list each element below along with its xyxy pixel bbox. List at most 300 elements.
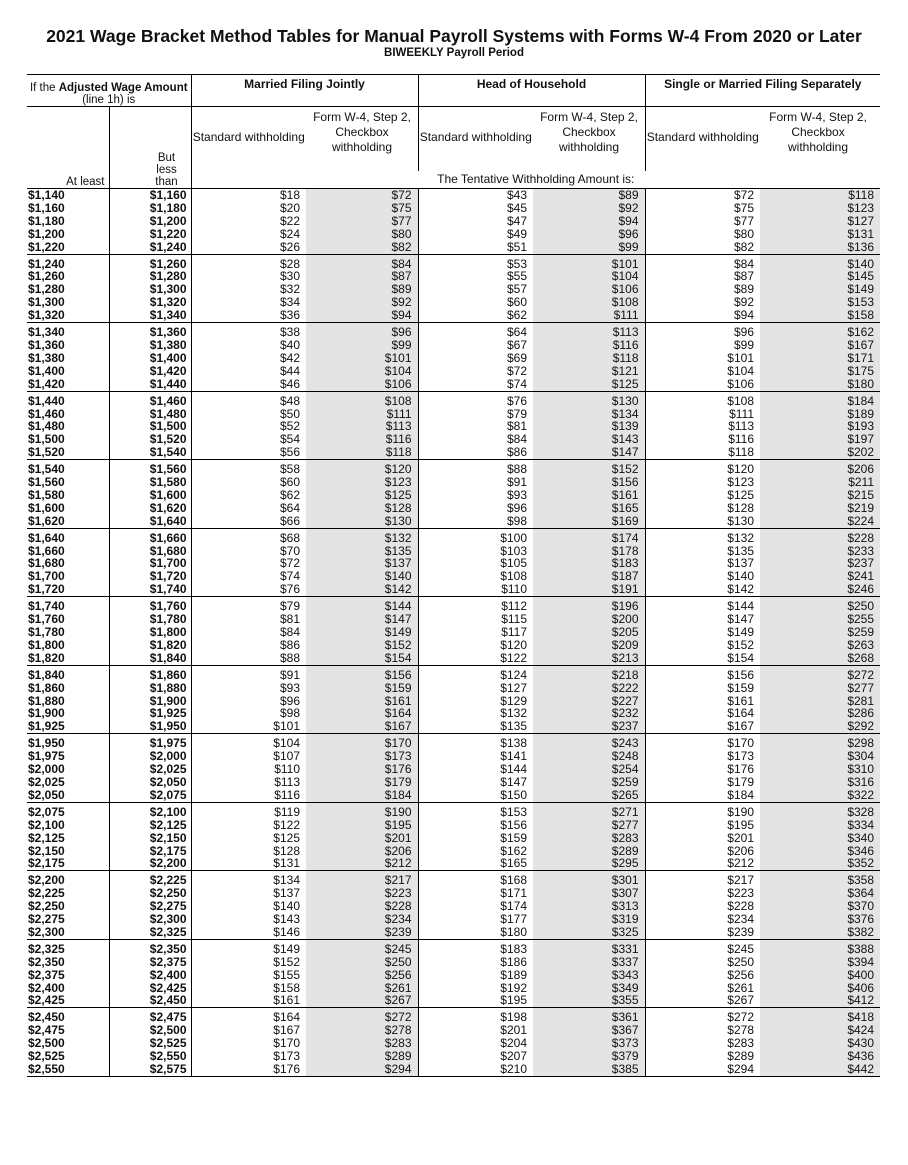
mfj-step2-cell: $128: [306, 502, 418, 515]
at-least-cell: $1,240: [28, 256, 65, 271]
but-less-cell: $1,720: [109, 570, 191, 583]
but-less-cell: $2,300: [109, 913, 191, 926]
mfj-standard-cell: $74: [191, 570, 306, 583]
but-less-cell: $1,700: [109, 557, 191, 570]
mfj-standard-cell: $170: [191, 1037, 306, 1050]
hoh-step2-cell: $104: [533, 270, 645, 283]
mfj-step2-cell: $130: [306, 515, 418, 528]
hoh-step2-cell: $254: [533, 763, 645, 776]
single-step2-cell: $175: [760, 365, 880, 378]
but-less-cell: $2,175: [109, 845, 191, 858]
hoh-step2-cell: $196: [533, 597, 645, 613]
at-least-cell: $2,150: [28, 843, 65, 858]
but-less-cell: $2,500: [109, 1024, 191, 1037]
at-least-cell: $2,325: [28, 941, 65, 956]
hoh-step2-cell: $307: [533, 887, 645, 900]
mfj-step2-cell: $89: [306, 283, 418, 296]
but-less-cell: $1,580: [109, 476, 191, 489]
hoh-standard-cell: $132: [418, 707, 533, 720]
single-standard-cell: $72: [645, 189, 760, 202]
at-least-cell: $1,320: [27, 309, 109, 322]
hoh-step2-cell: $187: [533, 570, 645, 583]
at-least-cell: $1,440: [28, 393, 65, 408]
single-step2-cell: $228: [760, 528, 880, 544]
mfj-standard-cell: $52: [191, 420, 306, 433]
single-standard-cell: $87: [645, 270, 760, 283]
single-step2-cell: $310: [760, 763, 880, 776]
mfj-standard-cell: $40: [191, 339, 306, 352]
mfj-step2-header: [306, 107, 418, 172]
table-row: [27, 528, 880, 544]
at-least-cell: $1,420: [27, 378, 109, 391]
single-standard-cell: $113: [645, 420, 760, 433]
but-less-cell: $2,325: [109, 926, 191, 939]
table-row: [27, 994, 880, 1007]
single-standard-cell: $92: [645, 296, 760, 309]
table-row: [27, 969, 880, 982]
single-standard-cell: $149: [645, 626, 760, 639]
but-less-cell: $1,360: [109, 323, 191, 339]
hoh-step2-cell: $349: [533, 982, 645, 995]
at-least-cell: $2,500: [28, 1036, 65, 1051]
hoh-standard-cell: $110: [418, 583, 533, 596]
table-row: [27, 682, 880, 695]
at-least-cell: $1,360: [28, 337, 65, 352]
hoh-step2-cell: $243: [533, 734, 645, 750]
single-standard-cell: $125: [645, 489, 760, 502]
hoh-step2-cell: $313: [533, 900, 645, 913]
mfj-standard-cell: $38: [191, 323, 306, 339]
hoh-step2-cell: $108: [533, 296, 645, 309]
single-standard-cell: $130: [645, 515, 760, 528]
hoh-step2-cell: $111: [533, 309, 645, 322]
wage-header-suffix: (line 1h) is: [82, 94, 136, 106]
table-row: [27, 339, 880, 352]
group-header-head-of-household: Head of Household: [418, 75, 645, 107]
at-least-cell: $2,400: [28, 980, 65, 995]
table-row: [27, 871, 880, 887]
single-standard-cell: $84: [645, 254, 760, 270]
single-standard-cell: $167: [645, 720, 760, 733]
hoh-standard-cell: $207: [418, 1050, 533, 1063]
mfj-standard-cell: $70: [191, 545, 306, 558]
mfj-standard-cell: $62: [191, 489, 306, 502]
mfj-step2-cell: $72: [306, 189, 418, 202]
at-least-cell: $1,780: [28, 625, 65, 639]
single-step2-cell: $418: [760, 1008, 880, 1024]
single-step2-cell: $158: [760, 309, 880, 322]
single-step2-cell: $340: [760, 832, 880, 845]
table-row: [27, 228, 880, 241]
single-standard-cell: $152: [645, 639, 760, 652]
table-row: [27, 913, 880, 926]
at-least-cell: $2,050: [27, 789, 109, 802]
mfj-step2-cell: $75: [306, 202, 418, 215]
mfj-step2-cell: $278: [306, 1024, 418, 1037]
single-standard-cell: $261: [645, 982, 760, 995]
table-row: [27, 939, 880, 955]
table-row: [27, 926, 880, 939]
single-standard-cell: $144: [645, 597, 760, 613]
mfj-step2-cell: $116: [306, 433, 418, 446]
table-row: [27, 323, 880, 339]
mfj-step2-cell: $161: [306, 695, 418, 708]
mfj-step2-cell: $294: [306, 1063, 418, 1076]
mfj-standard-cell: $98: [191, 707, 306, 720]
single-step2-cell: $436: [760, 1050, 880, 1063]
mfj-step2-cell: $234: [306, 913, 418, 926]
wage-bracket-table: [27, 74, 880, 1077]
single-step2-cell: $316: [760, 776, 880, 789]
mfj-standard-cell: $176: [191, 1063, 306, 1076]
mfj-step2-cell: $104: [306, 365, 418, 378]
mfj-standard-cell: $50: [191, 408, 306, 421]
but-less-cell: $1,420: [109, 365, 191, 378]
but-less-cell: $2,350: [109, 939, 191, 955]
but-less-cell: $1,200: [109, 215, 191, 228]
hoh-step2-cell: $200: [533, 613, 645, 626]
but-less-cell: $1,160: [109, 189, 191, 202]
at-least-cell: $2,175: [27, 857, 109, 870]
mfj-step2-cell: $149: [306, 626, 418, 639]
mfj-step2-cell: $87: [306, 270, 418, 283]
single-standard-cell: $94: [645, 309, 760, 322]
single-standard-cell: $206: [645, 845, 760, 858]
mfj-standard-cell: $56: [191, 446, 306, 459]
wage-header-prefix: If the: [29, 82, 59, 94]
table-row: [27, 215, 880, 228]
but-less-cell: $1,560: [109, 460, 191, 476]
mfj-standard-cell: $24: [191, 228, 306, 241]
single-step2-cell: $277: [760, 682, 880, 695]
hoh-step2-cell: $218: [533, 665, 645, 681]
single-standard-cell: $120: [645, 460, 760, 476]
mfj-standard-cell: $146: [191, 926, 306, 939]
but-less-cell: $2,550: [109, 1050, 191, 1063]
mfj-standard-cell: $30: [191, 270, 306, 283]
mfj-standard-cell: $104: [191, 734, 306, 750]
but-less-cell: $1,950: [109, 720, 191, 733]
hoh-standard-cell: $53: [418, 254, 533, 270]
single-standard-cell: $170: [645, 734, 760, 750]
single-step2-cell: $145: [760, 270, 880, 283]
mfj-standard-cell: $122: [191, 819, 306, 832]
hoh-standard-cell: $49: [418, 228, 533, 241]
but-less-cell: $2,150: [109, 832, 191, 845]
at-least-cell: $1,560: [28, 475, 65, 490]
mfj-step2-cell: $228: [306, 900, 418, 913]
table-row: [27, 1008, 880, 1024]
hoh-step2-cell: $178: [533, 545, 645, 558]
at-least-cell: $2,550: [27, 1063, 109, 1076]
mfj-step2-cell: $239: [306, 926, 418, 939]
hoh-step2-cell: $205: [533, 626, 645, 639]
single-standard-cell: $228: [645, 900, 760, 913]
single-step2-cell: $246: [760, 583, 880, 596]
but-less-cell: $1,820: [109, 639, 191, 652]
single-step2-cell: $406: [760, 982, 880, 995]
mfj-step2-cell: $256: [306, 969, 418, 982]
hoh-step2-header: [533, 107, 645, 172]
single-standard-cell: $250: [645, 956, 760, 969]
hoh-step2-cell: $355: [533, 994, 645, 1007]
mfj-step2-cell: $144: [306, 597, 418, 613]
hoh-standard-cell: $81: [418, 420, 533, 433]
single-step2-cell: $263: [760, 639, 880, 652]
single-standard-cell: $135: [645, 545, 760, 558]
but-less-header: [109, 107, 191, 189]
but-less-cell: $2,275: [109, 900, 191, 913]
mfj-step2-cell: $113: [306, 420, 418, 433]
hoh-step2-cell: $232: [533, 707, 645, 720]
mfj-standard-cell: $22: [191, 215, 306, 228]
hoh-standard-cell: $192: [418, 982, 533, 995]
but-less-cell: $1,400: [109, 352, 191, 365]
single-standard-cell: $128: [645, 502, 760, 515]
mfj-step2-cell: $137: [306, 557, 418, 570]
but-less-cell: $2,475: [109, 1008, 191, 1024]
but-less-cell: $2,000: [109, 750, 191, 763]
hoh-standard-cell: $62: [418, 309, 533, 322]
hoh-standard-cell: $93: [418, 489, 533, 502]
hoh-step2-cell: $161: [533, 489, 645, 502]
mfj-standard-cell: $64: [191, 502, 306, 515]
mfj-step2-cell: $108: [306, 391, 418, 407]
at-least-cell: $2,475: [28, 1023, 65, 1038]
hoh-standard-cell: $51: [418, 241, 533, 254]
at-least-cell: $1,620: [27, 515, 109, 528]
at-least-cell: $1,260: [28, 269, 65, 284]
mfj-step2-cell: $77: [306, 215, 418, 228]
single-standard-cell: $101: [645, 352, 760, 365]
hoh-step2-cell: $106: [533, 283, 645, 296]
hoh-standard-cell: $183: [418, 939, 533, 955]
single-standard-cell: $245: [645, 939, 760, 955]
mfj-standard-cell: $101: [191, 720, 306, 733]
single-standard-cell: $108: [645, 391, 760, 407]
hoh-step2-cell: $165: [533, 502, 645, 515]
at-least-cell: $2,375: [28, 967, 65, 982]
mfj-step2-cell: $173: [306, 750, 418, 763]
mfj-step2-cell: $245: [306, 939, 418, 955]
single-step2-cell: $304: [760, 750, 880, 763]
single-step2-cell: $211: [760, 476, 880, 489]
hoh-standard-header: Standard withholding: [418, 107, 533, 172]
mfj-step2-cell: $142: [306, 583, 418, 596]
mfj-standard-cell: $88: [191, 652, 306, 665]
mfj-standard-cell: $158: [191, 982, 306, 995]
hoh-standard-cell: $100: [418, 528, 533, 544]
mfj-standard-cell: $58: [191, 460, 306, 476]
mfj-step2-cell: $120: [306, 460, 418, 476]
hoh-step2-cell: $271: [533, 802, 645, 818]
at-least-cell: $1,760: [28, 612, 65, 627]
at-least-cell: $1,340: [28, 325, 65, 340]
hoh-step2-cell: $331: [533, 939, 645, 955]
hoh-standard-cell: $122: [418, 652, 533, 665]
mfj-standard-cell: $72: [191, 557, 306, 570]
mfj-standard-cell: $86: [191, 639, 306, 652]
single-standard-cell: $212: [645, 857, 760, 870]
hoh-standard-cell: $201: [418, 1024, 533, 1037]
table-row: [27, 189, 880, 202]
hoh-standard-cell: $171: [418, 887, 533, 900]
mfj-standard-cell: $119: [191, 802, 306, 818]
hoh-standard-cell: $57: [418, 283, 533, 296]
single-standard-cell: $289: [645, 1050, 760, 1063]
mfj-standard-cell: $79: [191, 597, 306, 613]
mfj-step2-cell: $184: [306, 789, 418, 802]
but-less-cell: $1,760: [109, 597, 191, 613]
but-less-cell: $1,975: [109, 734, 191, 750]
hoh-step2-cell: $99: [533, 241, 645, 254]
mfj-step2-cell: $217: [306, 871, 418, 887]
hoh-step2-cell: $147: [533, 446, 645, 459]
hoh-step2-cell: $301: [533, 871, 645, 887]
hoh-step2-cell: $385: [533, 1063, 645, 1076]
table-row: [27, 956, 880, 969]
at-least-cell: $1,220: [27, 241, 109, 254]
hoh-standard-cell: $198: [418, 1008, 533, 1024]
mfj-step2-cell: $195: [306, 819, 418, 832]
hoh-standard-cell: $91: [418, 476, 533, 489]
at-least-cell: $2,100: [28, 817, 65, 832]
mfj-step2-cell: $123: [306, 476, 418, 489]
hoh-step2-cell: $143: [533, 433, 645, 446]
hoh-step2-cell: $259: [533, 776, 645, 789]
single-step2-cell: $118: [760, 189, 880, 202]
mfj-standard-cell: $134: [191, 871, 306, 887]
at-least-cell: $2,450: [28, 1010, 65, 1025]
hoh-standard-cell: $138: [418, 734, 533, 750]
but-less-cell: $2,100: [109, 802, 191, 818]
hoh-standard-cell: $150: [418, 789, 533, 802]
single-step2-cell: $193: [760, 420, 880, 433]
single-step2-cell: $358: [760, 871, 880, 887]
single-standard-cell: $164: [645, 707, 760, 720]
single-standard-cell: $179: [645, 776, 760, 789]
single-step2-cell: $376: [760, 913, 880, 926]
but-less-cell: $1,480: [109, 408, 191, 421]
hoh-standard-cell: $177: [418, 913, 533, 926]
at-least-cell: $1,700: [28, 569, 65, 584]
but-less-cell: $1,500: [109, 420, 191, 433]
at-least-cell: $2,350: [28, 954, 65, 969]
mfj-standard-cell: $32: [191, 283, 306, 296]
single-step2-cell: $272: [760, 665, 880, 681]
hoh-standard-cell: $60: [418, 296, 533, 309]
hoh-step2-cell: $248: [533, 750, 645, 763]
at-least-cell: $1,280: [28, 282, 65, 297]
hoh-standard-cell: $55: [418, 270, 533, 283]
at-least-cell: $1,160: [28, 200, 65, 215]
mfj-step2-cell: $283: [306, 1037, 418, 1050]
single-standard-cell: $190: [645, 802, 760, 818]
mfj-step2-cell: $250: [306, 956, 418, 969]
table-row: [27, 365, 880, 378]
hoh-standard-cell: $43: [418, 189, 533, 202]
table-row: [27, 789, 880, 802]
hoh-step2-cell: $319: [533, 913, 645, 926]
hoh-step2-cell: $125: [533, 378, 645, 391]
single-standard-cell: $159: [645, 682, 760, 695]
single-standard-cell: $176: [645, 763, 760, 776]
mfj-step2-cell: $94: [306, 309, 418, 322]
hoh-step2-cell: $343: [533, 969, 645, 982]
at-least-cell: $1,720: [27, 583, 109, 596]
at-least-cell: $1,300: [28, 295, 65, 310]
single-standard-cell: $147: [645, 613, 760, 626]
at-least-cell: $1,640: [28, 530, 65, 545]
single-standard-cell: $140: [645, 570, 760, 583]
hoh-step2-cell: $96: [533, 228, 645, 241]
single-standard-cell: $96: [645, 323, 760, 339]
hoh-standard-cell: $168: [418, 871, 533, 887]
table-row: [27, 626, 880, 639]
table-row: [27, 489, 880, 502]
single-step2-header: [760, 107, 880, 172]
table-row: [27, 502, 880, 515]
single-step2-cell: $286: [760, 707, 880, 720]
mfj-step2-cell: $201: [306, 832, 418, 845]
hoh-step2-cell: $174: [533, 528, 645, 544]
single-step2-label: Form W-4, Step 2, Checkbox withholding: [769, 110, 867, 154]
single-standard-cell: $272: [645, 1008, 760, 1024]
hoh-standard-cell: $186: [418, 956, 533, 969]
mfj-step2-cell: $118: [306, 446, 418, 459]
single-standard-cell: $161: [645, 695, 760, 708]
hoh-standard-cell: $112: [418, 597, 533, 613]
single-standard-cell: $278: [645, 1024, 760, 1037]
mfj-step2-cell: $135: [306, 545, 418, 558]
mfj-standard-cell: $91: [191, 665, 306, 681]
single-standard-cell: $234: [645, 913, 760, 926]
but-less-cell: $2,125: [109, 819, 191, 832]
single-standard-header: Standard withholding: [645, 107, 760, 172]
but-less-cell: $2,050: [109, 776, 191, 789]
hoh-step2-cell: $289: [533, 845, 645, 858]
single-step2-cell: $127: [760, 215, 880, 228]
hoh-standard-cell: $162: [418, 845, 533, 858]
but-less-cell: $1,680: [109, 545, 191, 558]
table-row: [27, 819, 880, 832]
at-least-header: At least: [27, 107, 109, 189]
at-least-cell: $1,860: [28, 680, 65, 695]
hoh-step2-cell: $92: [533, 202, 645, 215]
mfj-step2-cell: $140: [306, 570, 418, 583]
single-step2-cell: $136: [760, 241, 880, 254]
hoh-standard-cell: $156: [418, 819, 533, 832]
at-least-cell: $1,975: [28, 749, 65, 764]
single-standard-cell: $80: [645, 228, 760, 241]
but-less-cell: $1,900: [109, 695, 191, 708]
single-standard-cell: $89: [645, 283, 760, 296]
mfj-standard-cell: $128: [191, 845, 306, 858]
at-least-cell: $1,800: [28, 637, 65, 652]
mfj-step2-cell: $92: [306, 296, 418, 309]
table-row: [27, 597, 880, 613]
hoh-step2-cell: $265: [533, 789, 645, 802]
adjusted-wage-header: [27, 75, 191, 107]
table-row: [27, 734, 880, 750]
hoh-standard-cell: $86: [418, 446, 533, 459]
but-less-cell: $1,620: [109, 502, 191, 515]
mfj-step2-cell: $289: [306, 1050, 418, 1063]
mfj-standard-cell: $84: [191, 626, 306, 639]
hoh-step2-cell: $130: [533, 391, 645, 407]
mfj-step2-cell: $272: [306, 1008, 418, 1024]
table-row: [27, 309, 880, 322]
